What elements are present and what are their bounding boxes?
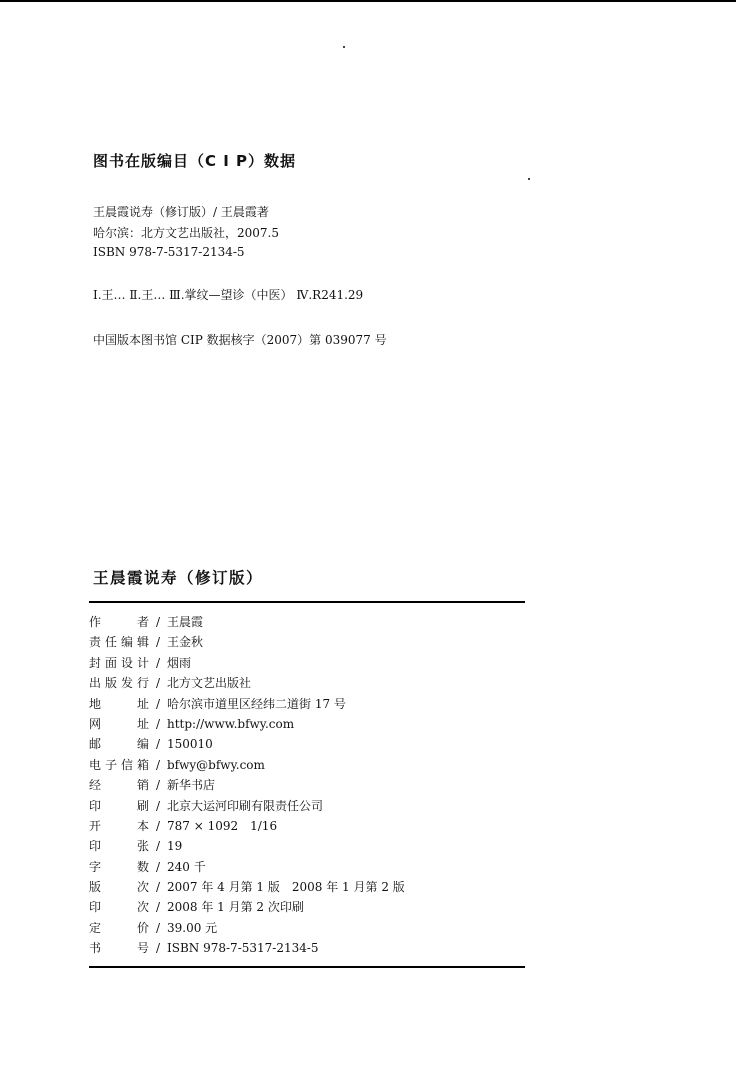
colophon-separator: / <box>155 737 161 752</box>
colophon-row <box>89 632 529 652</box>
colophon-value: 烟雨 <box>167 655 192 670</box>
colophon-value: 王晨霞 <box>167 615 204 629</box>
cip-isbn-line: ISBN 978-7-5317-2134-5 <box>93 245 245 259</box>
colophon-label: 定 价 <box>89 920 149 935</box>
colophon-row <box>89 816 529 836</box>
colophon-label: 责任编辑 <box>89 635 149 650</box>
colophon-label: 邮 编 <box>89 737 149 752</box>
colophon-separator: / <box>155 880 161 895</box>
scan-speck <box>528 178 530 180</box>
colophon-value: 2008 年 1 月第 2 次印刷 <box>167 900 304 915</box>
colophon-list <box>89 612 529 959</box>
colophon-label: 书 号 <box>89 941 149 956</box>
cip-verification-line: 中国版本图书馆 CIP 数据核字（2007）第 039077 号 <box>93 333 387 347</box>
colophon-row <box>89 836 529 856</box>
colophon-separator: / <box>155 941 161 956</box>
colophon-row <box>89 775 529 795</box>
top-border-rule <box>0 0 736 2</box>
colophon-label: 经 销 <box>89 778 149 793</box>
colophon-row <box>89 734 529 754</box>
colophon-row <box>89 796 529 816</box>
colophon-separator: / <box>155 859 161 874</box>
colophon-row <box>89 612 529 632</box>
colophon-label: 印 张 <box>89 839 149 854</box>
colophon-value: 39.00 元 <box>167 920 218 935</box>
colophon-label: 封面设计 <box>89 655 149 670</box>
colophon-value: 240 千 <box>167 859 206 874</box>
colophon-row <box>89 755 529 775</box>
colophon-value: ISBN 978-7-5317-2134-5 <box>167 941 319 956</box>
colophon-separator: / <box>155 798 161 813</box>
colophon-label: 出版发行 <box>89 676 149 691</box>
colophon-value: 哈尔滨市道里区经纬二道街 17 号 <box>167 696 346 711</box>
colophon-value: 北方文艺出版社 <box>167 676 252 691</box>
colophon-row <box>89 694 529 714</box>
colophon-separator: / <box>155 716 161 731</box>
colophon-separator: / <box>155 676 161 691</box>
colophon-label: 作 者 <box>89 615 149 629</box>
colophon-row <box>89 714 529 734</box>
colophon-label: 网 址 <box>89 716 149 731</box>
cip-title: 图书在版编目（C I P）数据 <box>93 152 297 170</box>
colophon-separator: / <box>155 818 161 833</box>
colophon-label: 地 址 <box>89 696 149 711</box>
upper-rule <box>89 601 525 603</box>
colophon-separator: / <box>155 900 161 915</box>
colophon-separator: / <box>155 615 161 629</box>
colophon-separator: / <box>155 920 161 935</box>
colophon-label: 版 次 <box>89 880 149 895</box>
colophon-row <box>89 857 529 877</box>
colophon-value: 新华书店 <box>167 778 216 793</box>
colophon-separator: / <box>155 778 161 793</box>
colophon-separator: / <box>155 696 161 711</box>
colophon-label: 印 次 <box>89 900 149 915</box>
colophon-row <box>89 673 529 693</box>
colophon-value: 2007 年 4 月第 1 版 2008 年 1 月第 2 版 <box>167 880 405 895</box>
colophon-separator: / <box>155 635 161 650</box>
colophon-value: 19 <box>167 839 183 854</box>
colophon-label: 印 刷 <box>89 798 149 813</box>
book-title: 王晨霞说寿（修订版） <box>93 569 264 587</box>
cip-publisher-line: 哈尔滨：北方文艺出版社，2007.5 <box>93 226 279 240</box>
colophon-label: 开 本 <box>89 818 149 833</box>
colophon-row <box>89 877 529 897</box>
colophon-value: 王金秋 <box>167 635 204 650</box>
colophon-row <box>89 897 529 917</box>
cip-book-line: 王晨霞说寿（修订版）/ 王晨霞著 <box>93 205 269 219</box>
cip-classification-line: Ⅰ.王… Ⅱ.王… Ⅲ.掌纹—望诊（中医） Ⅳ.R241.29 <box>93 288 364 302</box>
colophon-value: 北京大运河印刷有限责任公司 <box>167 798 324 813</box>
colophon-row <box>89 653 529 673</box>
colophon-row <box>89 938 529 958</box>
colophon-row <box>89 918 529 938</box>
colophon-separator: / <box>155 655 161 670</box>
colophon-separator: / <box>155 839 161 854</box>
colophon-label: 电子信箱 <box>89 757 149 772</box>
scan-speck <box>343 46 345 48</box>
colophon-separator: / <box>155 757 161 772</box>
colophon-value: 787 × 1092 1/16 <box>167 818 278 833</box>
colophon-value: 150010 <box>167 737 213 752</box>
colophon-label: 字 数 <box>89 859 149 874</box>
colophon-value: bfwy@bfwy.com <box>167 757 265 772</box>
lower-rule <box>89 966 525 968</box>
colophon-value: http://www.bfwy.com <box>167 716 295 731</box>
